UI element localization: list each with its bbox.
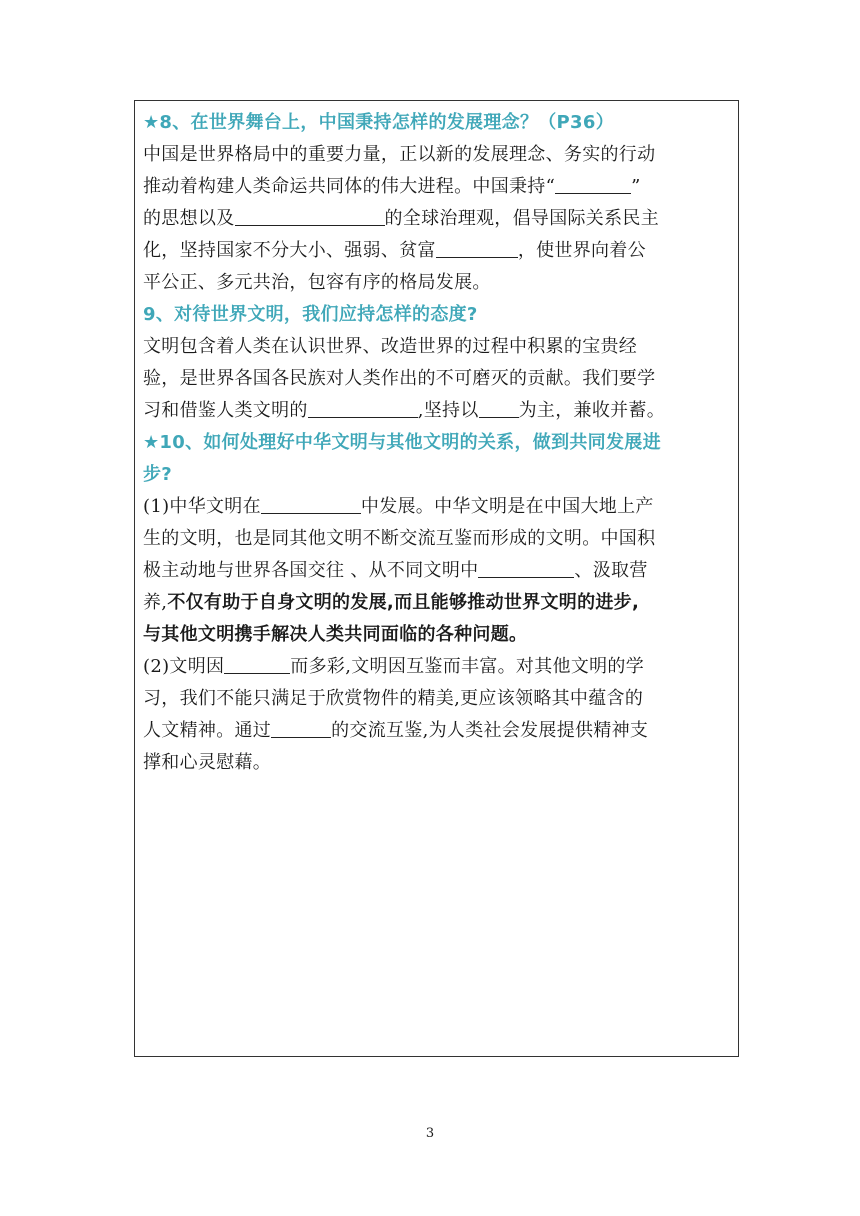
q8-line-1: 中国是世界格局中的重要力量，正以新的发展理念、务实的行动 xyxy=(143,144,656,165)
fill-blank[interactable] xyxy=(479,397,519,418)
q10-line-1: (1)中华文明在 中发展。中华文明是在中国大地上产 xyxy=(143,491,733,523)
q10-line-7: 习，我们不能只满足于欣赏物件的精美,更应该领略其中蕴含的 xyxy=(143,688,644,709)
question-10-title-line-1: ★10、如何处理好中华文明与其他文明的关系，做到共同发展进 xyxy=(143,432,661,453)
q8-line-3: 的思想以及 的全球治理观，倡导国际关系民主 xyxy=(143,203,733,235)
question-10-title-line-2: 步? xyxy=(143,464,173,485)
content-frame xyxy=(134,100,739,1057)
q10-line-2: 生的文明，也是同其他文明不断交流互鉴而形成的文明。中国积 xyxy=(143,528,656,549)
page-number: 3 xyxy=(425,1126,435,1141)
q8-line-5: 平公正、多元共治，包容有序的格局发展。 xyxy=(143,272,491,293)
q8-line-2: 推动着构建人类命运共同体的伟大进程。中国秉持“ ” xyxy=(143,171,733,203)
q9-line-1: 文明包含着人类在认识世界、改造世界的过程中积累的宝贵经 xyxy=(143,336,638,357)
fill-blank[interactable] xyxy=(271,717,331,738)
fill-blank[interactable] xyxy=(235,205,385,226)
q8-line-4: 化，坚持国家不分大小、强弱、贫富 ，使世界向着公 xyxy=(143,235,733,267)
fill-blank[interactable] xyxy=(555,173,631,194)
q10-line-4: 养,不仅有助于自身文明的发展,而且能够推动世界文明的进步, xyxy=(143,592,640,613)
fill-blank[interactable] xyxy=(308,397,418,418)
q9-line-3: 习和借鉴人类文明的 ,坚持以 为主，兼收并蓄。 xyxy=(143,395,733,427)
q10-line-8: 人文精神。通过 的交流互鉴,为人类社会发展提供精神支 xyxy=(143,715,733,747)
question-8-title: ★8、在世界舞台上，中国秉持怎样的发展理念？（P36） xyxy=(143,112,614,133)
fill-blank[interactable] xyxy=(478,557,574,578)
q10-line-3: 极主动地与世界各国交往 、从不同文明中 、汲取营 xyxy=(143,555,733,587)
q10-line-5: 与其他文明携手解决人类共同面临的各种问题。 xyxy=(143,624,528,645)
content-body xyxy=(143,107,733,779)
fill-blank[interactable] xyxy=(436,237,518,258)
fill-blank[interactable] xyxy=(224,653,290,674)
question-9-title: 9、对待世界文明，我们应持怎样的态度? xyxy=(143,304,478,325)
q9-line-2: 验，是世界各国各民族对人类作出的不可磨灭的贡献。我们要学 xyxy=(143,368,656,389)
q10-line-9: 撑和心灵慰藉。 xyxy=(143,752,272,773)
fill-blank[interactable] xyxy=(261,493,361,514)
q10-line-6: (2)文明因 而多彩,文明因互鉴而丰富。对其他文明的学 xyxy=(143,651,733,683)
